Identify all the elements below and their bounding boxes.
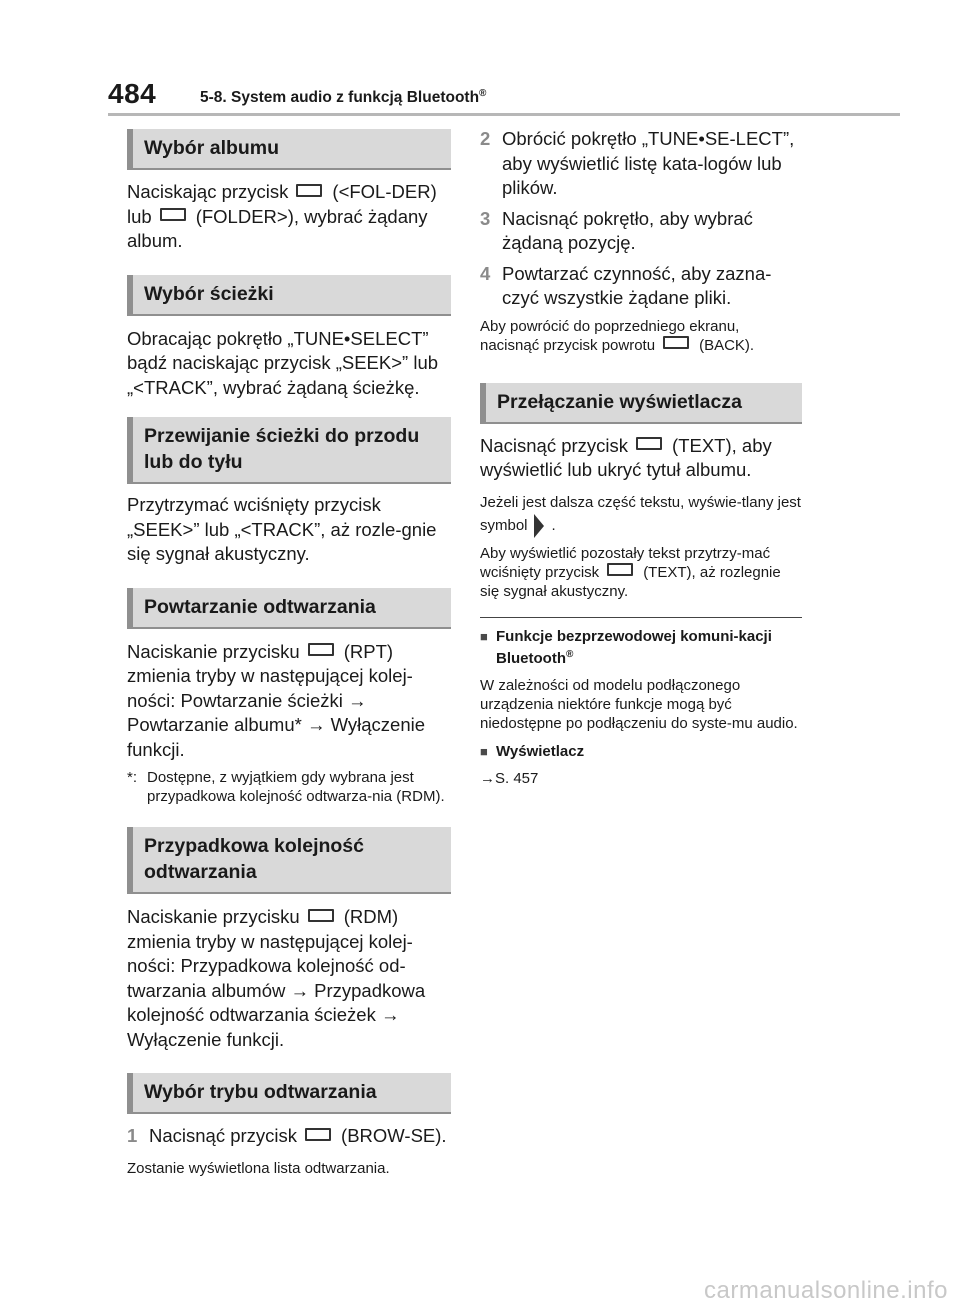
display-text-1: Nacisnąć przycisk — [480, 434, 629, 456]
left-column — [127, 127, 451, 1178]
heading-mode: Wybór trybu odtwarzania — [127, 1073, 451, 1114]
page-reference: →S. 457 — [480, 769, 539, 787]
footnote-mark: *: — [127, 769, 138, 786]
step-2-text: Obrócić pokrętło „TUNE•SE-LECT”, aby wyświetlić listę kata-logów lub plików. — [502, 128, 795, 198]
footnote — [127, 768, 451, 806]
step-1-number: 1 — [127, 1125, 138, 1146]
more-text-2: . — [551, 516, 556, 534]
album-text-3: (FOLDER>), wybrać żądany album. — [127, 205, 428, 251]
back-note-2: (BACK). — [699, 336, 755, 354]
step-2-number: 2 — [480, 128, 491, 149]
step-4 — [480, 262, 802, 311]
button-icon — [636, 437, 662, 450]
button-icon — [305, 1128, 331, 1141]
square-bullet-icon: ■ — [480, 628, 488, 644]
step-4-text: Powtarzać czynność, aby zazna-czyć wszystkie żądane pliki. — [502, 262, 772, 308]
repeat-text-2: (RPT) zmienia tryby w następującej kolej-ności: Powtarzanie ścieżki → Powtarzanie albumu* → Wyłączenie funkcji. — [127, 640, 426, 760]
album-text — [127, 180, 451, 254]
random-text-2: (RDM) zmienia tryby w następującej kolej-ności: Przypadkowa kolejność od-twarzania albumów → Przypadkowa kolejność odtwarzania ścieżek → Wyłączenie funkcji. — [127, 906, 426, 1050]
heading-repeat: Powtarzanie odtwarzania — [127, 588, 451, 629]
heading-random: Przypadkowa kolejność odtwarzania — [127, 827, 451, 894]
divider — [480, 617, 802, 618]
watermark: carmanualsonline.info — [704, 1277, 948, 1304]
back-note-1: Aby powrócić do poprzedniego ekranu, nacisnąć przycisk powrotu — [480, 317, 740, 354]
step-3-text: Nacisnąć pokrętło, aby wybrać żądaną pozycję. — [502, 207, 753, 253]
bt-heading — [480, 628, 802, 668]
footnote-text: Dostępne, z wyjątkiem gdy wybrana jest przypadkowa kolejność odtwarza-nia (RDM). — [147, 769, 445, 805]
square-bullet-icon: ■ — [480, 743, 488, 759]
button-icon — [160, 208, 186, 221]
bt-text: W zależności od modelu podłączonego urządzenia niektóre funkcje mogą być niedostępne po podłączeniu do syste-mu audio. — [480, 676, 798, 732]
button-icon — [607, 563, 633, 576]
display-text-2: (TEXT), aby wyświetlić lub ukryć tytuł albumu. — [480, 434, 772, 480]
rest-text-note — [480, 544, 802, 601]
button-icon — [308, 643, 334, 656]
display-subheading-text: Wyświetlacz — [496, 742, 585, 760]
heading-display: Przełączanie wyświetlacza — [480, 383, 802, 424]
bt-heading-text — [496, 628, 802, 668]
step-3-number: 3 — [480, 207, 491, 229]
button-icon — [308, 909, 334, 922]
back-note — [480, 317, 802, 355]
right-column — [480, 127, 802, 788]
step-4-number: 4 — [480, 262, 491, 284]
registered-mark: ® — [565, 648, 574, 660]
heading-track: Wybór ścieżki — [127, 275, 451, 316]
step-3 — [480, 207, 802, 256]
random-text-1: Naciskanie przycisku — [127, 906, 300, 927]
heading-album: Wybór albumu — [127, 129, 451, 170]
page-number: 484 — [108, 78, 157, 109]
step-1-text-1: Nacisnąć przycisk — [149, 1125, 298, 1146]
scan-text: Przytrzymać wciśnięty przycisk „SEEK>” lub „<TRACK”, aż rozle-gnie się sygnał akustyczny. — [127, 494, 437, 564]
section-title — [200, 88, 486, 107]
display-subheading — [480, 743, 802, 761]
random-text — [127, 905, 451, 1052]
repeat-text-1: Naciskanie przycisku — [127, 640, 300, 662]
button-icon — [663, 336, 689, 349]
album-text-1: Naciskając przycisk — [127, 181, 289, 202]
step-1 — [127, 1124, 451, 1149]
track-text: Obracając pokrętło „TUNE•SELECT” bądź naciskając przycisk „SEEK>” lub „<TRACK”, wybrać żądaną ścieżkę. — [127, 327, 439, 398]
step-2 — [480, 127, 802, 201]
header-rule — [108, 113, 900, 116]
step-1-text-2: (BROW-SE). — [341, 1125, 447, 1146]
more-text-1: Jeżeli jest dalsza część tekstu, wyświe-tlany jest symbol — [480, 493, 801, 534]
rest-text-1: Aby wyświetlić pozostały tekst przytrzy-mać wciśnięty przycisk — [480, 544, 771, 581]
section-title-text: 5-8. System audio z funkcją Bluetooth — [200, 89, 480, 107]
heading-scan: Przewijanie ścieżki do przodu lub do tyłu — [127, 417, 451, 484]
step-1-note: Zostanie wyświetlona lista odtwarzania. — [127, 1159, 390, 1177]
album-text-2: (<FOL-DER) lub — [127, 181, 437, 227]
step-1-text — [149, 1124, 451, 1149]
triangle-right-icon — [534, 514, 544, 538]
button-icon — [296, 184, 322, 197]
registered-mark: ® — [479, 88, 487, 99]
more-text-note — [480, 491, 802, 538]
display-text — [480, 434, 802, 483]
rest-text-2: (TEXT), aż rozlegnie się sygnał akustyczny. — [480, 563, 781, 600]
repeat-text — [127, 640, 451, 763]
bt-title: Funkcje bezprzewodowej komuni-kacji Bluetooth — [496, 627, 772, 667]
